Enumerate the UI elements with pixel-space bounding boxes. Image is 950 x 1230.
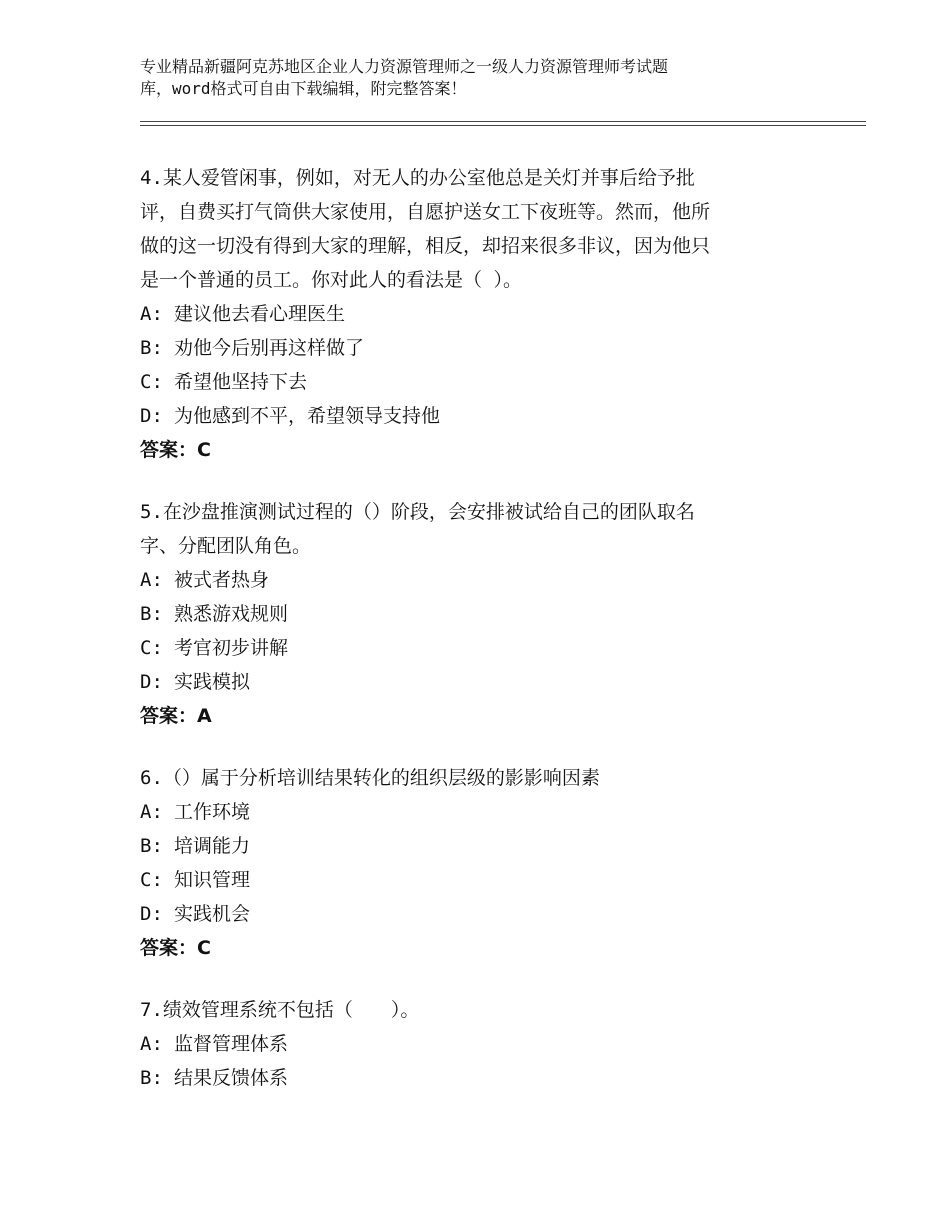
option-text: 结果反馈体系 (174, 1067, 289, 1089)
option-letter: C: (140, 869, 163, 891)
option-text: 实践模拟 (174, 671, 251, 693)
answer-option (140, 563, 840, 597)
answer-option (140, 829, 840, 863)
question-text-line: 字、分配团队角色。 (140, 535, 312, 557)
option-letter: A: (140, 1033, 163, 1055)
option-text: 为他感到不平，希望领导支持他 (174, 405, 441, 427)
answer-option (140, 597, 840, 631)
answer-option (140, 365, 840, 399)
option-letter: B: (140, 337, 163, 359)
option-letter: C: (140, 371, 163, 393)
question-text-line: 做的这一切没有得到大家的理解，相反，却招来很多非议，因为他只 (140, 235, 711, 257)
answer-option (140, 795, 840, 829)
option-letter: D: (140, 671, 163, 693)
option-text: 培调能力 (174, 835, 251, 857)
option-text: 劝他今后别再这样做了 (174, 337, 365, 359)
option-text: 考官初步讲解 (174, 637, 289, 659)
option-text: 实践机会 (174, 903, 251, 925)
answer-key: 答案：A (140, 705, 212, 727)
option-text: 监督管理体系 (174, 1033, 289, 1055)
option-letter: A: (140, 303, 163, 325)
answer-option (140, 1027, 840, 1061)
option-letter: B: (140, 835, 163, 857)
option-text: 建议他去看心理医生 (174, 303, 346, 325)
option-text: 被式者热身 (174, 569, 270, 591)
option-text: 希望他坚持下去 (174, 371, 308, 393)
question-text-line: 6.（）属于分析培训结果转化的组织层级的影影响因素 (140, 767, 600, 789)
question-text-line: 7.绩效管理系统不包括（ ）。 (140, 999, 420, 1021)
header-title-line-1: 专业精品新疆阿克苏地区企业人力资源管理师之一级人力资源管理师考试题 (140, 57, 669, 76)
option-text: 工作环境 (174, 801, 251, 823)
option-letter: A: (140, 569, 163, 591)
question-block (140, 495, 840, 733)
option-text: 熟悉游戏规则 (174, 603, 289, 625)
answer-option (140, 897, 840, 931)
question-text-line: 4.某人爱管闲事，例如，对无人的办公室他总是关灯并事后给予批 (140, 167, 695, 189)
header-title-line-2: 库，word格式可自由下载编辑，附完整答案！ (140, 79, 467, 98)
answer-option (140, 863, 840, 897)
answer-option (140, 399, 840, 433)
answer-key: 答案：C (140, 439, 211, 461)
answer-option (140, 1061, 840, 1095)
question-text-line: 是一个普通的员工。你对此人的看法是（ ）。 (140, 269, 522, 291)
option-text: 知识管理 (174, 869, 251, 891)
question-block (140, 993, 840, 1095)
option-letter: B: (140, 603, 163, 625)
question-list (140, 161, 840, 1123)
option-letter: D: (140, 405, 163, 427)
answer-option (140, 665, 840, 699)
header-divider-top (140, 121, 866, 122)
option-letter: C: (140, 637, 163, 659)
question-block (140, 161, 840, 467)
answer-option (140, 631, 840, 665)
question-text-line: 评，自费买打气筒供大家使用，自愿护送女工下夜班等。然而，他所 (140, 201, 711, 223)
option-letter: D: (140, 903, 163, 925)
question-text-line: 5.在沙盘推演测试过程的（）阶段，会安排被试给自己的团队取名 (140, 501, 695, 523)
header-divider-bottom (140, 125, 866, 126)
answer-option (140, 297, 840, 331)
document-header (140, 56, 820, 100)
question-block (140, 761, 840, 965)
option-letter: A: (140, 801, 163, 823)
answer-option (140, 331, 840, 365)
answer-key: 答案：C (140, 937, 211, 959)
option-letter: B: (140, 1067, 163, 1089)
